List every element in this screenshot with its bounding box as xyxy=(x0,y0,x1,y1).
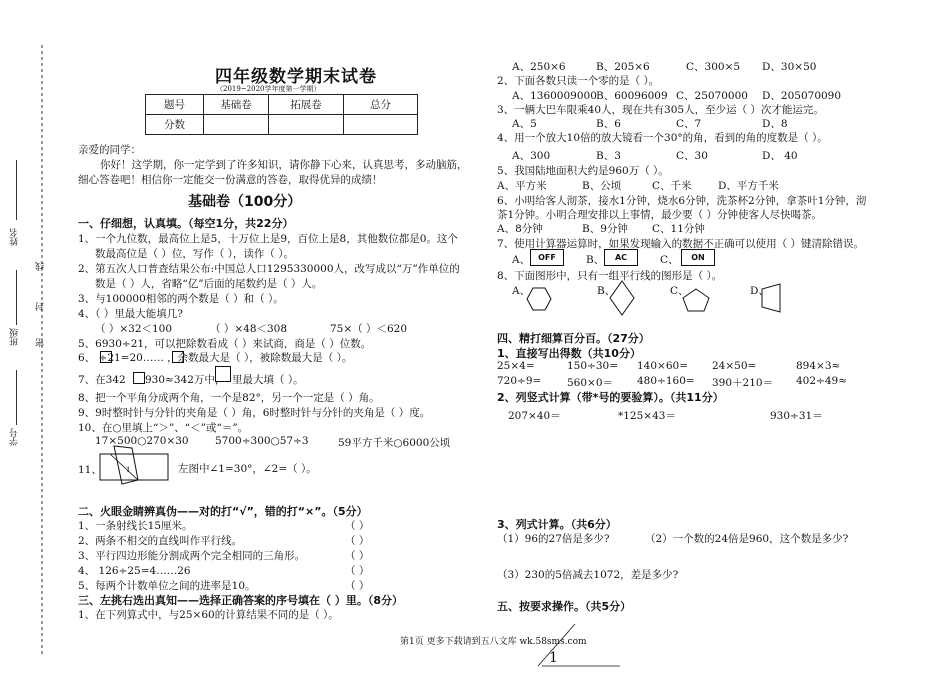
s3-q2-opt-a: A、1360009000 xyxy=(512,90,597,102)
rhombus-shape xyxy=(609,280,635,316)
binding-class-underline xyxy=(16,270,18,325)
s3-q3-opt-b: B、6 xyxy=(596,118,621,130)
s1-q2b: 数是（ ）人，省略“亿”后面的尾数约是（ ）人。 xyxy=(95,278,323,290)
pentagon-shape xyxy=(682,288,710,312)
footer-page-lines xyxy=(520,620,630,670)
s3-q3-opt-a: A、5 xyxy=(512,118,537,130)
s3-q1-opt-c: C、300×5 xyxy=(686,61,741,73)
s1-q11-text: 左图中∠1=30°，∠2=（ ）。 xyxy=(178,463,317,475)
s4-p2-item-3: 930÷31＝ xyxy=(770,410,823,422)
s3-q5-opt-d: D、平方千米 xyxy=(718,180,779,192)
binding-class-label: 班级 xyxy=(10,328,20,346)
s4-r2-c4: 390＋210＝ xyxy=(712,377,774,389)
s2-mark-5[interactable]: （ ） xyxy=(345,580,370,592)
s1-q4: 4、（ ）里最大能填几? xyxy=(78,308,183,320)
s3-q4-opt-c: C、30 xyxy=(676,150,708,162)
score-table-head-no: 题号 xyxy=(146,95,204,115)
s1-q10b: 5700÷300○57÷3 xyxy=(215,435,309,447)
s3-q8-opt-c: C、 xyxy=(670,285,689,297)
s4-r2-c5: 402÷49≈ xyxy=(796,375,847,387)
s3-q1-opt-d: D、30×50 xyxy=(762,61,817,73)
s3-q3: 3、一辆大巴车限乘40人，现在共有305人，至少运（ ）次才能运完。 xyxy=(497,104,824,116)
s2-mark-3[interactable]: （ ） xyxy=(345,550,370,562)
s4-p2-title: 2、列竖式计算（带*号的要验算）。（共11分） xyxy=(497,391,724,404)
s1-q7-post: 里最大填（ ）。 xyxy=(232,374,304,386)
basic-section-title: 基础卷（100分） xyxy=(188,194,302,210)
exam-title: 四年级数学期末试卷 xyxy=(215,67,377,87)
s5-title: 五、按要求操作。（共5分） xyxy=(497,600,632,613)
s1-q8: 8、把一个平角分成两个角，一个是82°，另一个一定是（ ）角。 xyxy=(78,392,380,404)
s3-q4-opt-d: D、 40 xyxy=(762,150,798,162)
score-cell-extend[interactable] xyxy=(269,115,344,135)
s4-r1-c4: 24×50= xyxy=(712,360,757,372)
s4-p1-title: 1、直接写出得数（共10分） xyxy=(497,347,641,360)
blank-box xyxy=(133,372,145,384)
s4-r1-c5: 894×3≈ xyxy=(796,360,841,372)
s3-q5-opt-b: B、公顷 xyxy=(582,180,622,192)
s1-q2a: 2、第五次人口普查结果公布:中国总人口1295330000人，改写成以“万”作单位的 xyxy=(78,263,460,275)
s3-q4-opt-b: B、3 xyxy=(596,150,621,162)
s3-q7-opt-b: B、 xyxy=(586,254,605,266)
s2-item-3: 3、平行四边形能分割成两个完全相同的三角形。 xyxy=(78,550,306,562)
s3-q4: 4、用一个放大10倍的放大镜看一个30°的角，看到的角的度数是（ ）。 xyxy=(497,132,828,144)
s4-r2-c2: 560×0＝ xyxy=(567,377,614,389)
s1-q7-pre: 7、在342 xyxy=(78,374,126,386)
calculator-on-key: ON xyxy=(681,249,715,266)
s3-q6a: 6、小明给客人沏茶，接水1分钟，烧水6分钟，洗茶杯2分钟，拿茶叶1分钟，沏 xyxy=(497,195,867,207)
score-cell-basic[interactable] xyxy=(204,115,269,135)
s3-q8: 8、下面图形中，只有一组平行线的图形是（ ）。 xyxy=(497,270,723,282)
s3-q8-opt-d: D、 xyxy=(750,285,769,297)
s1-q4c: 75×（ ）＜620 xyxy=(330,323,408,335)
score-table-head-extend: 拓展卷 xyxy=(269,95,344,115)
score-table-head-total: 总分 xyxy=(344,95,418,115)
s2-item-4: 4、 126÷25=4……26 xyxy=(78,565,191,577)
s4-p3b: （2）一个数的24倍是960，这个数是多少? xyxy=(645,533,849,545)
folded-rectangle-figure xyxy=(98,444,170,486)
s3-q2-opt-b: B、60096009 xyxy=(596,90,668,102)
s3-q6b: 茶1分钟。小明合理安排以上事情，最少要（ ）分钟使客人尽快喝茶。 xyxy=(497,209,823,221)
s4-p3a: （1）96的27倍是多少? xyxy=(497,533,610,545)
calculator-off-key: OFF xyxy=(530,249,564,266)
s3-q5-opt-c: C、千米 xyxy=(652,180,692,192)
binding-name-underline xyxy=(16,160,18,220)
blank-box xyxy=(215,366,231,382)
s3-q2: 2、下面各数只读一个零的是（ ）。 xyxy=(497,75,660,87)
s4-r2-c1: 720÷9= xyxy=(497,375,542,387)
s3-q6-opt-c: C、11分钟 xyxy=(652,223,705,235)
s1-q4a: （ ）×32＜100 xyxy=(95,323,173,335)
s1-q6: 6、 ÷21=20…… ，余数最大是（ ），被除数最大是（ ）。 xyxy=(78,352,353,364)
s2-mark-1[interactable]: （ ） xyxy=(345,520,370,532)
s1-q7-mid: 930≈342万中， xyxy=(145,374,226,386)
s4-r1-c1: 25×4= xyxy=(497,360,535,372)
s1-q10: 10、在○里填上“＞”、“＜”或“＝”。 xyxy=(78,422,249,434)
s3-q6-opt-a: A、8分钟 xyxy=(497,223,543,235)
s1-q1b: 数最高位是（ ）位，写作（ ），读作（ ）。 xyxy=(95,248,295,260)
s3-q4-opt-a: A、300 xyxy=(512,150,551,162)
trapezoid-shape xyxy=(760,283,782,313)
binding-student-no-label: 学号 xyxy=(10,428,20,446)
s3-q1: 1、在下列算式中，与25×60的计算结果不同的是（ ）。 xyxy=(78,609,339,621)
s2-title: 二、火眼金睛辨真伪——对的打“√”，错的打“×”。（5分） xyxy=(78,505,368,518)
page-footer: 第1页 更多下载请到五八文库 wk.58sms.com xyxy=(400,637,587,647)
page-number: 1 xyxy=(549,650,558,666)
s4-p3c: （3）230的5倍减去1072，差是多少? xyxy=(497,569,679,581)
s1-q9: 9、9时整时针与分针的夹角是（ ）角，6时整时针与分针的夹角是（ ）度。 xyxy=(78,407,431,419)
intro-greeting: 亲爱的同学： xyxy=(78,144,141,156)
s1-q1a: 1、一个九位数，最高位上是5，十万位上是9，百位上是8，其他数位都是0。这个 xyxy=(78,233,458,245)
score-table xyxy=(145,94,418,135)
s3-q2-opt-c: C、25070000 xyxy=(676,90,748,102)
s2-item-5: 5、每两个计数单位之间的进率是10。 xyxy=(78,580,256,592)
binding-mi-label: 密 xyxy=(36,338,46,347)
s1-q11-no: 11、 xyxy=(78,464,102,476)
s3-q5: 5、我国陆地面积大约是960万（ ）。 xyxy=(497,165,669,177)
s3-q5-opt-a: A、平方米 xyxy=(497,180,547,192)
s2-item-1: 1、一条射线长15厘米。 xyxy=(78,520,193,532)
intro-line2: 细心答卷吧！相信你一定能交一份满意的答卷，取得优异的成绩！ xyxy=(78,174,383,186)
s2-mark-4[interactable]: （ ） xyxy=(345,565,370,577)
s1-q10a: 17×500○270×30 xyxy=(95,435,189,447)
s2-item-2: 2、两条不相交的直线叫作平行线。 xyxy=(78,535,243,547)
hexagon-shape xyxy=(526,287,552,311)
s3-q8-opt-b: B、 xyxy=(597,285,616,297)
calculator-ac-key: AC xyxy=(604,249,638,266)
s4-p2-item-2: *125×43＝ xyxy=(618,410,676,422)
s1-q10c: 59平方千米○6000公顷 xyxy=(338,437,451,449)
exam-subtitle: （2019~2020学年度第一学期） xyxy=(216,85,321,93)
s1-q4b: （ ）×48＜308 xyxy=(210,323,288,335)
s4-p2-item-1: 207×40＝ xyxy=(508,410,561,422)
s2-mark-2[interactable]: （ ） xyxy=(345,535,370,547)
binding-student-no-underline xyxy=(16,370,18,425)
s3-title: 三、左挑右选出真知——选择正确答案的序号填在（ ）里。（8分） xyxy=(78,594,403,607)
blank-box xyxy=(172,351,184,363)
s3-q7-opt-a: A、 xyxy=(512,254,531,266)
s4-title: 四、精打细算百分百。（27分） xyxy=(497,332,650,345)
s3-q1-opt-a: A、250×6 xyxy=(512,61,566,73)
s4-r1-c3: 140×60= xyxy=(637,360,688,372)
score-cell-total[interactable] xyxy=(344,115,418,135)
s4-r2-c3: 480÷160= xyxy=(637,375,695,387)
s3-q3-opt-d: D、8 xyxy=(762,118,788,130)
s1-q3: 3、与100000相邻的两个数是（ ）和（ ）。 xyxy=(78,293,284,305)
binding-name-label: 姓名 xyxy=(10,228,20,246)
score-table-row-label: 分数 xyxy=(146,115,204,135)
s3-q3-opt-c: C、7 xyxy=(676,118,702,130)
s3-q8-opt-a: A、 xyxy=(512,285,531,297)
s3-q7-opt-c: C、 xyxy=(660,254,679,266)
s3-q7: 7、使用计算器运算时，如果发现输入的数据不正确可以使用（ ）键清除错误。 xyxy=(497,238,865,250)
s1-title: 一、仔细想，认真填。（每空1分，共22分） xyxy=(78,217,294,230)
s4-p3-title: 3、列式计算。（共6分） xyxy=(497,518,617,531)
s1-q5: 5、6930÷21，可以把除数看成（ ）来试商，商是（ ）位数。 xyxy=(78,338,372,350)
angle-label: 1 xyxy=(126,466,131,474)
binding-seal-label: 封 xyxy=(36,302,46,311)
s3-q1-opt-b: B、205×6 xyxy=(596,61,650,73)
s4-r1-c2: 150÷30= xyxy=(567,360,618,372)
intro-line1: 你好！这学期，你一定学到了许多知识，请你静下心来，认真思考，多动脑筋， xyxy=(100,159,468,171)
score-table-head-basic: 基础卷 xyxy=(204,95,269,115)
binding-line-label: 线 xyxy=(36,262,46,271)
s3-q6-opt-b: B、9分钟 xyxy=(582,223,628,235)
blank-box xyxy=(100,351,112,363)
s3-q2-opt-d: D、205070090 xyxy=(762,90,842,102)
